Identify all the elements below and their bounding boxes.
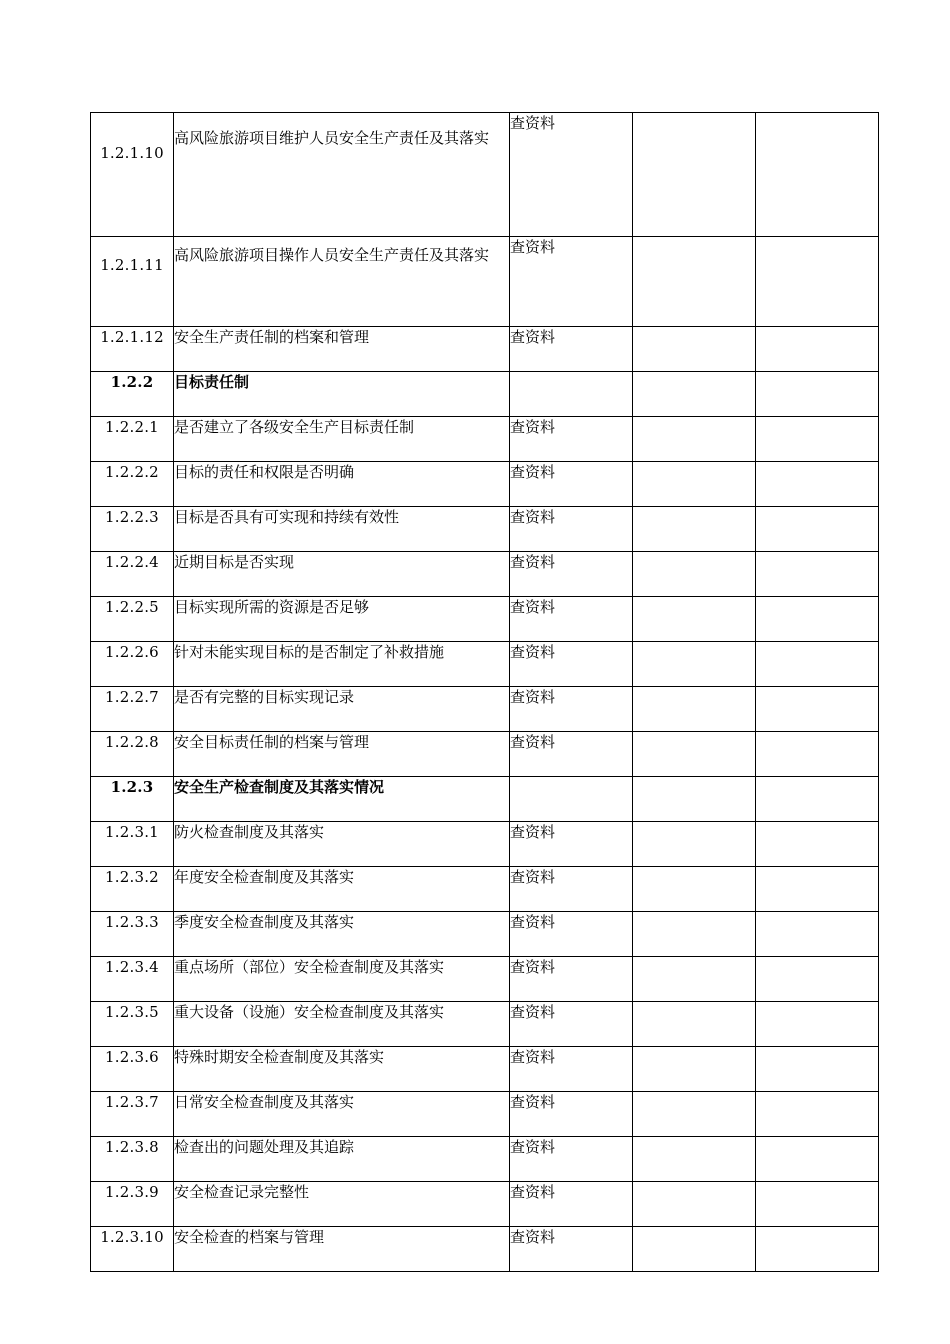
table-row xyxy=(91,327,879,372)
item-description: 目标实现所需的资源是否足够 xyxy=(174,597,510,642)
check-method: 查资料 xyxy=(510,113,633,237)
check-method: 查资料 xyxy=(510,732,633,777)
table-row xyxy=(91,237,879,327)
item-number: 1.2.3.5 xyxy=(91,1002,174,1047)
remark-cell xyxy=(756,687,879,732)
result-cell xyxy=(633,1182,756,1227)
remark-cell xyxy=(756,1227,879,1272)
item-description: 特殊时期安全检查制度及其落实 xyxy=(174,1047,510,1092)
result-cell xyxy=(633,777,756,822)
check-method: 查资料 xyxy=(510,417,633,462)
check-method xyxy=(510,777,633,822)
table-row xyxy=(91,1092,879,1137)
item-number: 1.2.2.4 xyxy=(91,552,174,597)
item-number: 1.2.3.10 xyxy=(91,1227,174,1272)
remark-cell xyxy=(756,822,879,867)
section-row xyxy=(91,372,879,417)
item-number: 1.2.2.7 xyxy=(91,687,174,732)
table-row xyxy=(91,597,879,642)
table-row xyxy=(91,822,879,867)
item-description: 高风险旅游项目维护人员安全生产责任及其落实 xyxy=(174,113,510,237)
check-method: 查资料 xyxy=(510,1092,633,1137)
item-description: 安全生产检查制度及其落实情况 xyxy=(174,777,510,822)
table-row xyxy=(91,1227,879,1272)
remark-cell xyxy=(756,1182,879,1227)
item-number: 1.2.3.3 xyxy=(91,912,174,957)
item-description: 近期目标是否实现 xyxy=(174,552,510,597)
check-method: 查资料 xyxy=(510,642,633,687)
remark-cell xyxy=(756,867,879,912)
item-description: 日常安全检查制度及其落实 xyxy=(174,1092,510,1137)
remark-cell xyxy=(756,327,879,372)
result-cell xyxy=(633,1137,756,1182)
result-cell xyxy=(633,597,756,642)
item-number: 1.2.3.4 xyxy=(91,957,174,1002)
result-cell xyxy=(633,867,756,912)
result-cell xyxy=(633,372,756,417)
result-cell xyxy=(633,822,756,867)
check-method: 查资料 xyxy=(510,1227,633,1272)
remark-cell xyxy=(756,1002,879,1047)
result-cell xyxy=(633,113,756,237)
result-cell xyxy=(633,1092,756,1137)
remark-cell xyxy=(756,113,879,237)
remark-cell xyxy=(756,372,879,417)
item-description: 重大设备（设施）安全检查制度及其落实 xyxy=(174,1002,510,1047)
item-number: 1.2.3.7 xyxy=(91,1092,174,1137)
item-description: 目标的责任和权限是否明确 xyxy=(174,462,510,507)
item-number: 1.2.3.9 xyxy=(91,1182,174,1227)
remark-cell xyxy=(756,507,879,552)
item-number: 1.2.2.1 xyxy=(91,417,174,462)
table-row xyxy=(91,113,879,237)
result-cell xyxy=(633,417,756,462)
check-method: 查资料 xyxy=(510,237,633,327)
item-description: 重点场所（部位）安全检查制度及其落实 xyxy=(174,957,510,1002)
check-method: 查资料 xyxy=(510,912,633,957)
table-row xyxy=(91,552,879,597)
result-cell xyxy=(633,642,756,687)
item-description: 安全目标责任制的档案与管理 xyxy=(174,732,510,777)
check-method: 查资料 xyxy=(510,957,633,1002)
item-description: 目标是否具有可实现和持续有效性 xyxy=(174,507,510,552)
table-row xyxy=(91,642,879,687)
check-method: 查资料 xyxy=(510,327,633,372)
remark-cell xyxy=(756,957,879,1002)
check-method: 查资料 xyxy=(510,867,633,912)
remark-cell xyxy=(756,1137,879,1182)
check-method: 查资料 xyxy=(510,507,633,552)
item-description: 高风险旅游项目操作人员安全生产责任及其落实 xyxy=(174,237,510,327)
check-method: 查资料 xyxy=(510,1002,633,1047)
result-cell xyxy=(633,957,756,1002)
check-method: 查资料 xyxy=(510,1182,633,1227)
check-method: 查资料 xyxy=(510,1137,633,1182)
item-description: 防火检查制度及其落实 xyxy=(174,822,510,867)
item-number: 1.2.2.6 xyxy=(91,642,174,687)
remark-cell xyxy=(756,597,879,642)
item-number: 1.2.3.2 xyxy=(91,867,174,912)
remark-cell xyxy=(756,642,879,687)
item-description: 是否建立了各级安全生产目标责任制 xyxy=(174,417,510,462)
item-number: 1.2.1.11 xyxy=(91,237,174,327)
item-description: 季度安全检查制度及其落实 xyxy=(174,912,510,957)
table-row xyxy=(91,687,879,732)
item-number: 1.2.3.8 xyxy=(91,1137,174,1182)
result-cell xyxy=(633,1047,756,1092)
item-number: 1.2.1.12 xyxy=(91,327,174,372)
item-description: 安全检查的档案与管理 xyxy=(174,1227,510,1272)
item-number: 1.2.3.6 xyxy=(91,1047,174,1092)
item-number: 1.2.1.10 xyxy=(91,113,174,237)
item-description: 年度安全检查制度及其落实 xyxy=(174,867,510,912)
table-row xyxy=(91,417,879,462)
item-description: 安全生产责任制的档案和管理 xyxy=(174,327,510,372)
table-row xyxy=(91,867,879,912)
table-row xyxy=(91,1137,879,1182)
remark-cell xyxy=(756,552,879,597)
remark-cell xyxy=(756,237,879,327)
item-number: 1.2.2.8 xyxy=(91,732,174,777)
check-method: 查资料 xyxy=(510,687,633,732)
item-number: 1.2.2 xyxy=(91,372,174,417)
item-number: 1.2.3.1 xyxy=(91,822,174,867)
item-description: 是否有完整的目标实现记录 xyxy=(174,687,510,732)
result-cell xyxy=(633,687,756,732)
table-row xyxy=(91,957,879,1002)
result-cell xyxy=(633,552,756,597)
checklist-table xyxy=(90,112,879,1272)
result-cell xyxy=(633,237,756,327)
table-row xyxy=(91,1047,879,1092)
result-cell xyxy=(633,327,756,372)
result-cell xyxy=(633,1002,756,1047)
result-cell xyxy=(633,1227,756,1272)
check-method: 查资料 xyxy=(510,552,633,597)
table-row xyxy=(91,1182,879,1227)
check-method: 查资料 xyxy=(510,822,633,867)
result-cell xyxy=(633,732,756,777)
table-row xyxy=(91,1002,879,1047)
result-cell xyxy=(633,507,756,552)
table-row xyxy=(91,462,879,507)
section-row xyxy=(91,777,879,822)
check-method: 查资料 xyxy=(510,597,633,642)
item-description: 针对未能实现目标的是否制定了补救措施 xyxy=(174,642,510,687)
table-row xyxy=(91,732,879,777)
check-method xyxy=(510,372,633,417)
item-number: 1.2.2.2 xyxy=(91,462,174,507)
result-cell xyxy=(633,912,756,957)
check-method: 查资料 xyxy=(510,462,633,507)
table-row xyxy=(91,912,879,957)
remark-cell xyxy=(756,1092,879,1137)
remark-cell xyxy=(756,732,879,777)
remark-cell xyxy=(756,1047,879,1092)
check-method: 查资料 xyxy=(510,1047,633,1092)
table-row xyxy=(91,507,879,552)
remark-cell xyxy=(756,417,879,462)
remark-cell xyxy=(756,912,879,957)
remark-cell xyxy=(756,462,879,507)
result-cell xyxy=(633,462,756,507)
item-description: 安全检查记录完整性 xyxy=(174,1182,510,1227)
item-number: 1.2.3 xyxy=(91,777,174,822)
item-description: 目标责任制 xyxy=(174,372,510,417)
item-description: 检查出的问题处理及其追踪 xyxy=(174,1137,510,1182)
remark-cell xyxy=(756,777,879,822)
checklist-body xyxy=(91,113,879,1272)
item-number: 1.2.2.3 xyxy=(91,507,174,552)
item-number: 1.2.2.5 xyxy=(91,597,174,642)
